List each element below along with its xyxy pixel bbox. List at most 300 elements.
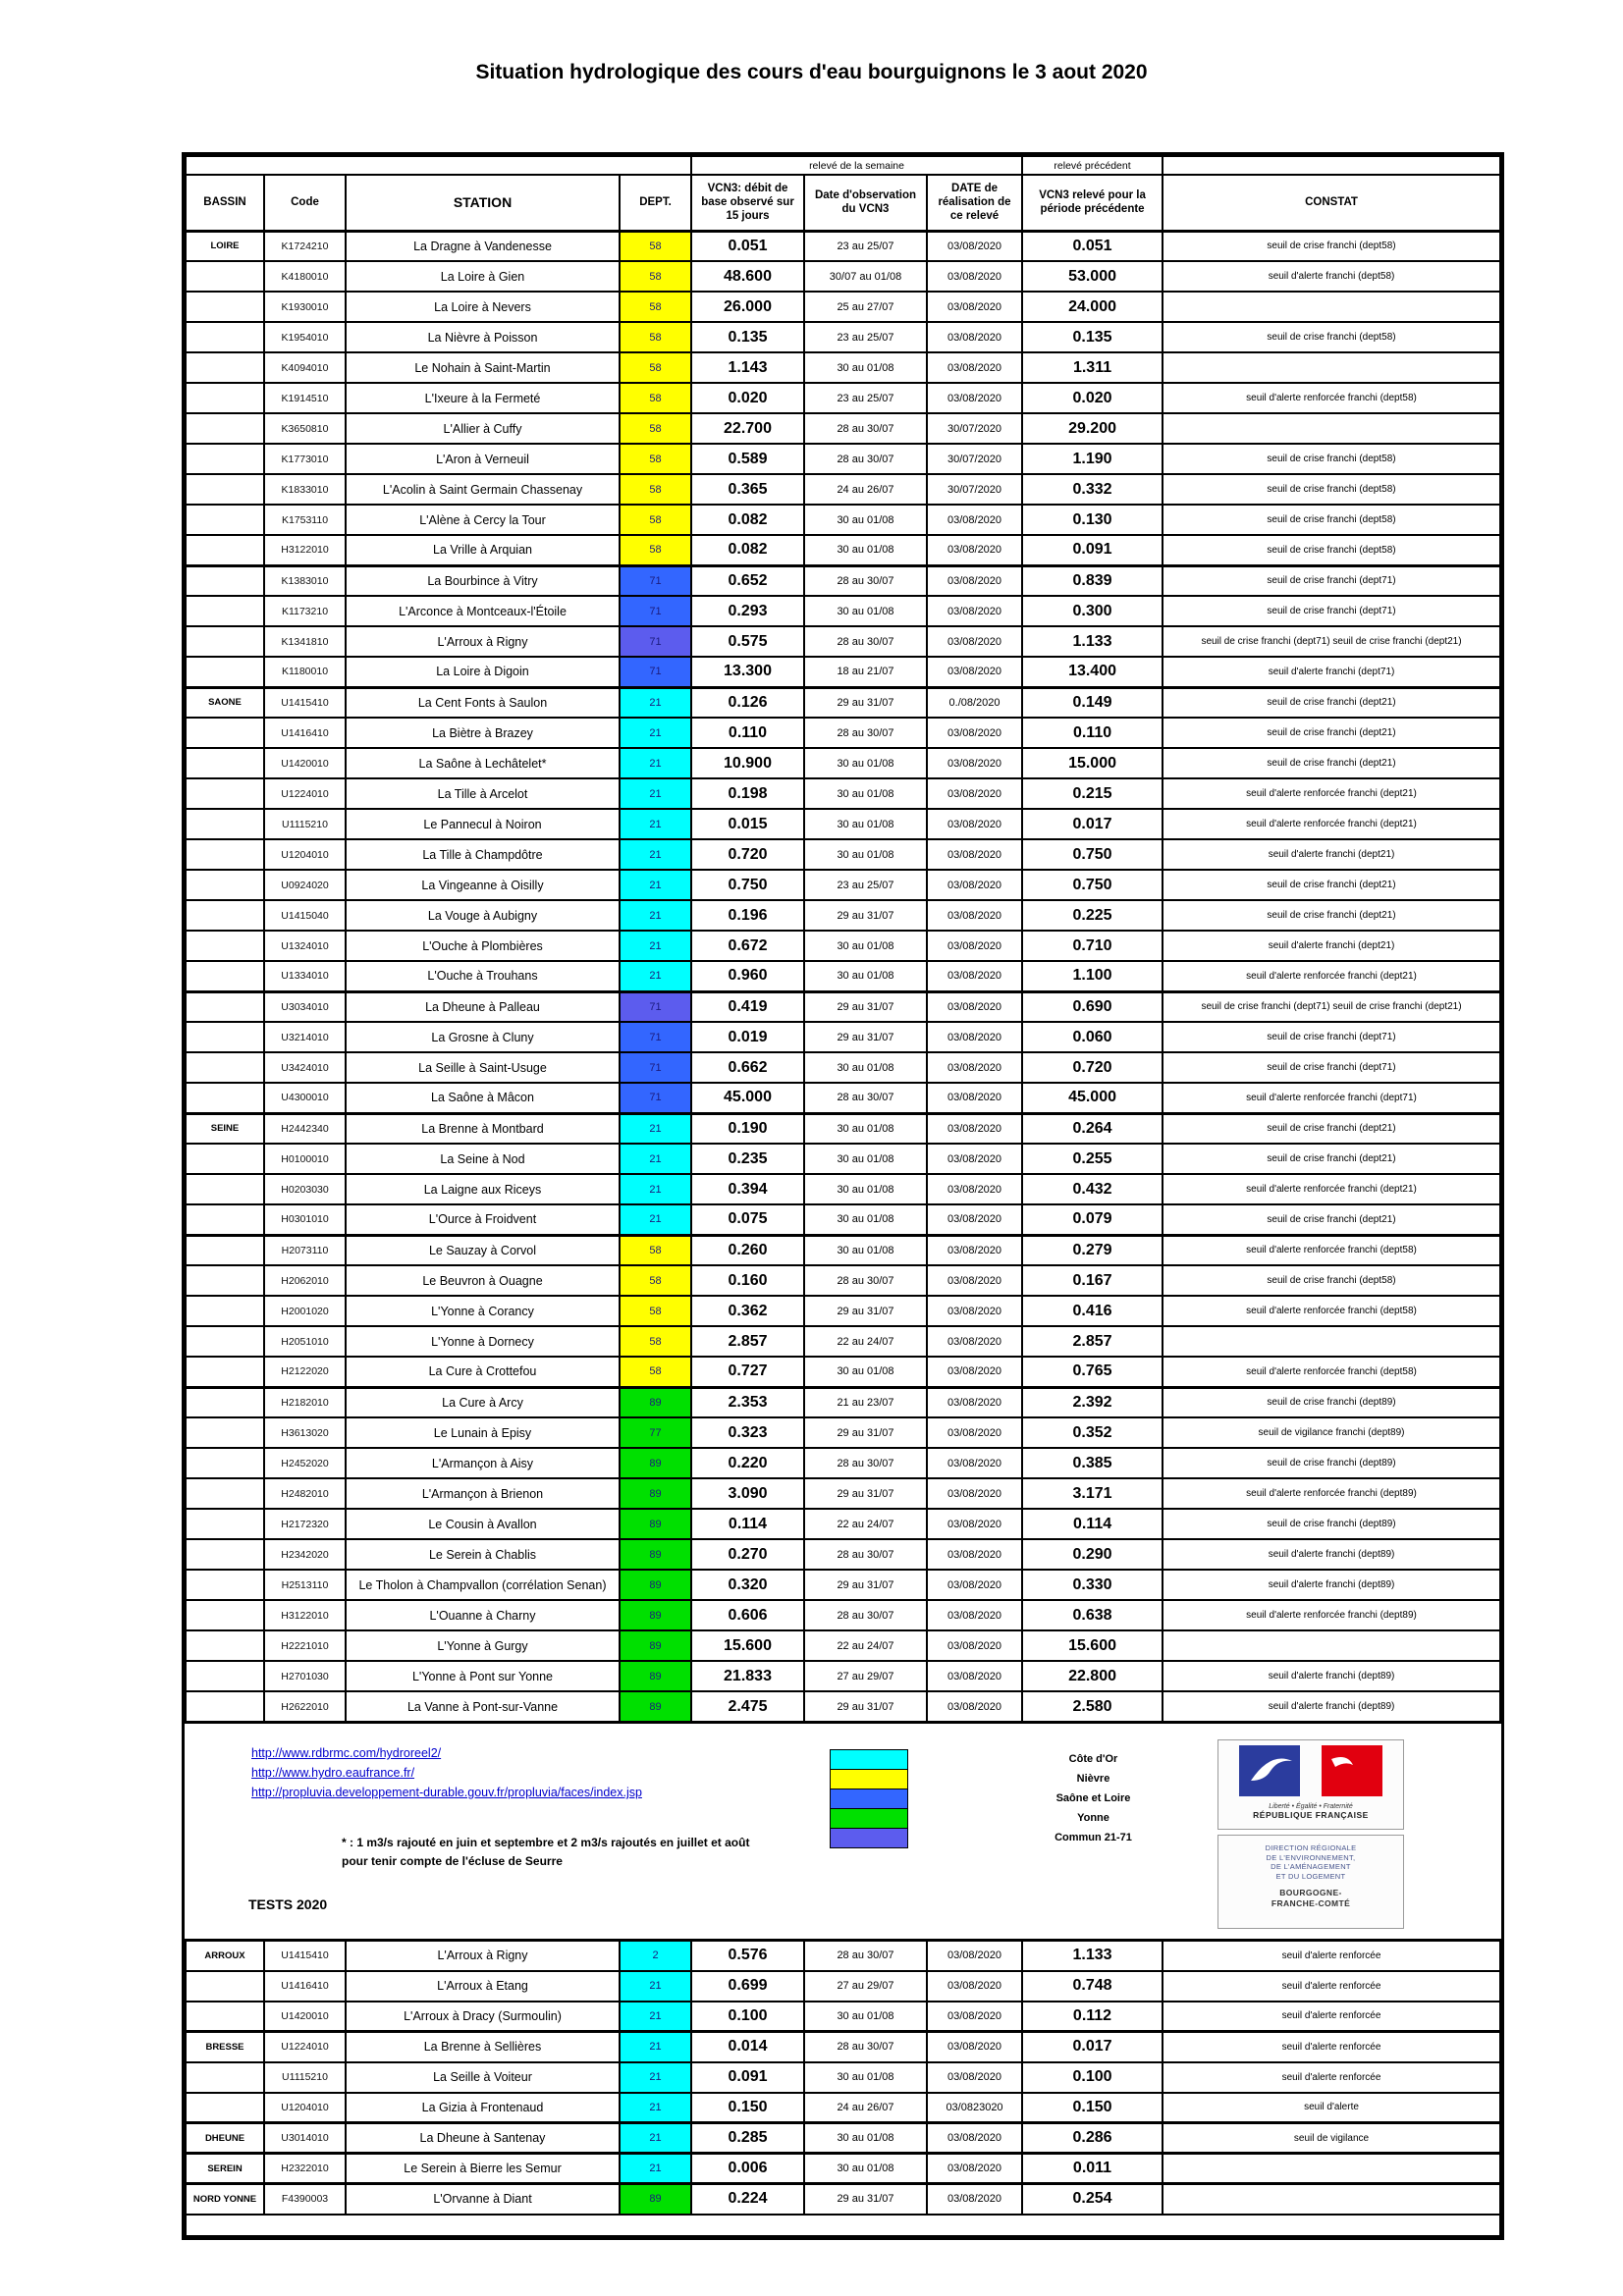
constat-cell: seuil de crise franchi (dept71) (1163, 1022, 1500, 1052)
station-cell: La Seine à Nod (346, 1144, 620, 1174)
table-row (186, 1448, 1500, 1478)
bassin-cell (186, 1357, 264, 1387)
logo-republic: RÉPUBLIQUE FRANÇAISE (1253, 1810, 1369, 1820)
station-cell: La Brenne à Sellières (346, 2032, 620, 2062)
constat-cell: seuil d'alerte renforcée franchi (dept58) (1163, 383, 1500, 413)
vcn3-cell: 0.014 (691, 2032, 804, 2062)
dept-cell: 21 (620, 687, 691, 718)
code-cell: U1324010 (264, 931, 346, 961)
band-week-label: relevé de la semaine (691, 156, 1022, 175)
date-obs-cell: 27 au 29/07 (804, 1971, 927, 2002)
dept-cell: 21 (620, 870, 691, 900)
constat-cell: seuil de crise franchi (dept58) (1163, 231, 1500, 261)
station-cell: L'Arroux à Dracy (Surmoulin) (346, 2002, 620, 2032)
code-cell: U1415410 (264, 1941, 346, 1971)
vcn3-cell: 0.270 (691, 1539, 804, 1570)
col-date-rel: DATE de réalisation de ce relevé (927, 175, 1022, 231)
date-obs-cell: 28 au 30/07 (804, 1539, 927, 1570)
vcn3-prev-cell: 0.264 (1022, 1113, 1163, 1144)
date-obs-cell: 30 au 01/08 (804, 2062, 927, 2093)
vcn3-cell: 0.091 (691, 2062, 804, 2093)
date-obs-cell: 30 au 01/08 (804, 535, 927, 565)
table-row (186, 505, 1500, 535)
footnote (342, 1834, 749, 1871)
table-row (186, 231, 1500, 261)
date-obs-cell: 29 au 31/07 (804, 991, 927, 1022)
date-obs-cell: 30 au 01/08 (804, 961, 927, 991)
vcn3-prev-cell: 0.091 (1022, 535, 1163, 565)
date-obs-cell: 21 au 23/07 (804, 1387, 927, 1417)
vcn3-prev-cell: 0.750 (1022, 870, 1163, 900)
col-constat: CONSTAT (1163, 175, 1500, 231)
bassin-cell (186, 1691, 264, 1722)
date-rel-cell: 03/08/2020 (927, 870, 1022, 900)
code-cell: H2001020 (264, 1296, 346, 1326)
station-cell: La Loire à Digoin (346, 657, 620, 687)
date-rel-cell: 03/08/2020 (927, 322, 1022, 352)
station-cell: Le Nohain à Saint-Martin (346, 352, 620, 383)
date-rel-cell: 03/08/2020 (927, 1174, 1022, 1204)
table-row (186, 474, 1500, 505)
code-cell: U3034010 (264, 991, 346, 1022)
vcn3-prev-cell: 1.311 (1022, 352, 1163, 383)
bassin-cell (186, 1448, 264, 1478)
constat-cell: seuil de crise franchi (dept58) (1163, 1265, 1500, 1296)
vcn3-cell: 0.672 (691, 931, 804, 961)
vcn3-cell: 48.600 (691, 261, 804, 292)
bassin-cell (186, 1022, 264, 1052)
date-rel-cell: 03/08/2020 (927, 1417, 1022, 1448)
dreal-region-line-1: BOURGOGNE- (1279, 1888, 1342, 1897)
bassin-cell: BRESSE (186, 2032, 264, 2062)
date-obs-cell: 30 au 01/08 (804, 2123, 927, 2154)
vcn3-cell: 0.160 (691, 1265, 804, 1296)
date-obs-cell: 30 au 01/08 (804, 505, 927, 535)
vcn3-prev-cell: 0.330 (1022, 1570, 1163, 1600)
bassin-cell (186, 1144, 264, 1174)
station-cell: Le Pannecul à Noiron (346, 809, 620, 839)
code-cell: H2073110 (264, 1235, 346, 1265)
link-propluvia[interactable]: http://propluvia.developpement-durable.gouv.fr/propluvia/faces/index.jsp (251, 1786, 642, 1799)
bassin-cell (186, 2062, 264, 2093)
vcn3-prev-cell: 0.011 (1022, 2154, 1163, 2184)
bassin-cell (186, 1661, 264, 1691)
band-empty-left (186, 156, 691, 175)
dept-cell: 58 (620, 1357, 691, 1387)
vcn3-prev-cell: 0.017 (1022, 2032, 1163, 2062)
constat-cell: seuil de crise franchi (dept58) (1163, 444, 1500, 474)
date-rel-cell: 03/08/2020 (927, 1265, 1022, 1296)
date-rel-cell: 03/08/2020 (927, 1539, 1022, 1570)
date-obs-cell: 30 au 01/08 (804, 596, 927, 626)
dept-cell: 58 (620, 231, 691, 261)
dept-cell: 71 (620, 596, 691, 626)
vcn3-prev-cell: 0.254 (1022, 2184, 1163, 2215)
page-title: Situation hydrologique des cours d'eau bourguignons le 3 aout 2020 (475, 61, 1148, 83)
date-obs-cell: 23 au 25/07 (804, 383, 927, 413)
station-cell: Le Cousin à Avallon (346, 1509, 620, 1539)
col-bassin: BASSIN (186, 175, 264, 231)
table-row (186, 2184, 1500, 2215)
table-row (186, 261, 1500, 292)
bassin-cell: LOIRE (186, 231, 264, 261)
date-obs-cell: 29 au 31/07 (804, 1417, 927, 1448)
dept-cell: 58 (620, 1296, 691, 1326)
station-cell: La Cent Fonts à Saulon (346, 687, 620, 718)
table-row (186, 596, 1500, 626)
date-obs-cell: 29 au 31/07 (804, 1478, 927, 1509)
vcn3-prev-cell: 22.800 (1022, 1661, 1163, 1691)
bassin-cell (186, 596, 264, 626)
vcn3-cell: 0.075 (691, 1204, 804, 1235)
date-rel-cell: 03/08/2020 (927, 2123, 1022, 2154)
dept-cell: 71 (620, 991, 691, 1022)
vcn3-prev-cell: 15.600 (1022, 1630, 1163, 1661)
bassin-cell (186, 1174, 264, 1204)
vcn3-cell: 0.114 (691, 1509, 804, 1539)
station-cell: La Tille à Champdôtre (346, 839, 620, 870)
table-row (186, 748, 1500, 778)
vcn3-prev-cell: 0.765 (1022, 1357, 1163, 1387)
station-cell: L'Arroux à Rigny (346, 1941, 620, 1971)
code-cell: K4094010 (264, 352, 346, 383)
date-obs-cell: 28 au 30/07 (804, 1448, 927, 1478)
dept-cell: 21 (620, 1113, 691, 1144)
vcn3-prev-cell: 2.857 (1022, 1326, 1163, 1357)
bassin-cell (186, 505, 264, 535)
code-cell: H0203030 (264, 1174, 346, 1204)
bassin-cell (186, 535, 264, 565)
date-rel-cell: 03/08/2020 (927, 2154, 1022, 2184)
bassin-cell (186, 261, 264, 292)
table-row (186, 839, 1500, 870)
station-cell: L'Aron à Verneuil (346, 444, 620, 474)
bassin-cell (186, 1265, 264, 1296)
dept-cell: 89 (620, 1478, 691, 1509)
code-cell: H2342020 (264, 1539, 346, 1570)
dreal-line-3: DE L'AMÉNAGEMENT (1271, 1862, 1351, 1871)
date-rel-cell: 03/08/2020 (927, 231, 1022, 261)
constat-cell: seuil d'alerte franchi (dept89) (1163, 1539, 1500, 1570)
table-row (186, 870, 1500, 900)
vcn3-prev-cell: 53.000 (1022, 261, 1163, 292)
constat-cell: seuil d'alerte renforcée (1163, 2002, 1500, 2032)
station-cell: La Seille à Saint-Usuge (346, 1052, 620, 1083)
constat-cell: seuil de crise franchi (dept21) (1163, 718, 1500, 748)
bassin-cell (186, 931, 264, 961)
code-cell: U1204010 (264, 839, 346, 870)
station-cell: La Vingeanne à Oisilly (346, 870, 620, 900)
code-cell: H0301010 (264, 1204, 346, 1235)
code-cell: K1954010 (264, 322, 346, 352)
constat-cell: seuil de crise franchi (dept21) (1163, 900, 1500, 931)
code-cell: U4300010 (264, 1083, 346, 1113)
date-obs-cell: 30 au 01/08 (804, 1144, 927, 1174)
code-cell: U3424010 (264, 1052, 346, 1083)
date-obs-cell: 29 au 31/07 (804, 1691, 927, 1722)
bassin-cell (186, 718, 264, 748)
dreal-logo (1217, 1835, 1404, 1929)
date-obs-cell: 29 au 31/07 (804, 1570, 927, 1600)
vcn3-prev-cell: 1.190 (1022, 444, 1163, 474)
code-cell: U1115210 (264, 809, 346, 839)
dept-cell: 58 (620, 383, 691, 413)
table-row (186, 444, 1500, 474)
dept-cell: 58 (620, 322, 691, 352)
bassin-cell (186, 900, 264, 931)
bassin-cell (186, 1971, 264, 2002)
date-obs-cell: 18 au 21/07 (804, 657, 927, 687)
station-cell: L'Ouche à Trouhans (346, 961, 620, 991)
constat-cell: seuil d'alerte franchi (dept21) (1163, 839, 1500, 870)
table-row (186, 778, 1500, 809)
table-row (186, 991, 1500, 1022)
vcn3-prev-cell: 0.060 (1022, 1022, 1163, 1052)
code-cell: U1334010 (264, 961, 346, 991)
bassin-cell: DHEUNE (186, 2123, 264, 2154)
date-rel-cell: 03/08/2020 (927, 1509, 1022, 1539)
table-row (186, 1509, 1500, 1539)
constat-cell: seuil de crise franchi (dept71) (1163, 1052, 1500, 1083)
dept-cell: 58 (620, 261, 691, 292)
constat-cell: seuil d'alerte franchi (dept89) (1163, 1661, 1500, 1691)
bassin-cell (186, 444, 264, 474)
dept-cell: 71 (620, 657, 691, 687)
dept-cell: 58 (620, 444, 691, 474)
code-cell: U1420010 (264, 2002, 346, 2032)
station-cell: La Nièvre à Poisson (346, 322, 620, 352)
bassin-cell (186, 1417, 264, 1448)
dept-cell: 21 (620, 900, 691, 931)
vcn3-cell: 0.575 (691, 626, 804, 657)
code-cell: U1224010 (264, 2032, 346, 2062)
bassin-cell: NORD YONNE (186, 2184, 264, 2215)
station-cell: L'Acolin à Saint Germain Chassenay (346, 474, 620, 505)
code-cell: K1914510 (264, 383, 346, 413)
col-vcn3: VCN3: débit de base observé sur 15 jours (691, 175, 804, 231)
vcn3-prev-cell: 1.133 (1022, 626, 1163, 657)
constat-cell: seuil d'alerte renforcée (1163, 2032, 1500, 2062)
dept-cell: 58 (620, 474, 691, 505)
footnote-line-1: * : 1 m3/s rajouté en juin et septembre et 2 m3/s rajoutés en juillet et août (342, 1836, 750, 1849)
vcn3-cell: 0.365 (691, 474, 804, 505)
station-cell: L'Yonne à Corancy (346, 1296, 620, 1326)
vcn3-prev-cell: 0.748 (1022, 1971, 1163, 2002)
vcn3-cell: 0.006 (691, 2154, 804, 2184)
station-cell: L'Yonne à Gurgy (346, 1630, 620, 1661)
code-cell: H2513110 (264, 1570, 346, 1600)
station-cell: L'Arroux à Etang (346, 1971, 620, 2002)
table-row (186, 1235, 1500, 1265)
vcn3-cell: 0.019 (691, 1022, 804, 1052)
vcn3-cell: 0.589 (691, 444, 804, 474)
table-row (186, 2032, 1500, 2062)
dept-cell: 2 (620, 1941, 691, 1971)
date-obs-cell: 29 au 31/07 (804, 900, 927, 931)
date-obs-cell: 30 au 01/08 (804, 1204, 927, 1235)
station-cell: L'Orvanne à Diant (346, 2184, 620, 2215)
dept-cell: 21 (620, 1144, 691, 1174)
station-cell: L'Armançon à Aisy (346, 1448, 620, 1478)
vcn3-cell: 0.419 (691, 991, 804, 1022)
date-obs-cell: 29 au 31/07 (804, 687, 927, 718)
station-cell: La Bourbince à Vitry (346, 565, 620, 596)
vcn3-cell: 0.606 (691, 1600, 804, 1630)
bassin-cell (186, 1570, 264, 1600)
station-cell: L'Ixeure à la Fermeté (346, 383, 620, 413)
vcn3-prev-cell: 0.150 (1022, 2093, 1163, 2123)
date-rel-cell: 03/08/2020 (927, 1113, 1022, 1144)
dept-cell: 21 (620, 718, 691, 748)
vcn3-cell: 0.720 (691, 839, 804, 870)
table-row (186, 1691, 1500, 1722)
date-obs-cell: 30 au 01/08 (804, 778, 927, 809)
code-cell: K1930010 (264, 292, 346, 322)
date-obs-cell: 28 au 30/07 (804, 413, 927, 444)
date-rel-cell: 03/08/2020 (927, 2062, 1022, 2093)
table-row (186, 1326, 1500, 1357)
station-cell: La Seille à Voiteur (346, 2062, 620, 2093)
station-cell: La Grosne à Cluny (346, 1022, 620, 1052)
date-obs-cell: 28 au 30/07 (804, 444, 927, 474)
date-rel-cell: 03/0823020 (927, 2093, 1022, 2123)
footnote-line-2: pour tenir compte de l'écluse de Seurre (342, 1854, 563, 1868)
table-row (186, 900, 1500, 931)
station-cell: Le Lunain à Episy (346, 1417, 620, 1448)
bassin-cell: SAONE (186, 687, 264, 718)
vcn3-prev-cell: 15.000 (1022, 748, 1163, 778)
table-row (186, 1600, 1500, 1630)
bassin-cell (186, 1509, 264, 1539)
bassin-cell (186, 1478, 264, 1509)
date-obs-cell: 24 au 26/07 (804, 2093, 927, 2123)
dept-cell: 58 (620, 352, 691, 383)
tests-table-footer (186, 2215, 1500, 2236)
dept-cell: 71 (620, 626, 691, 657)
date-obs-cell: 25 au 27/07 (804, 292, 927, 322)
link-hydroreel[interactable]: http://www.rdbrmc.com/hydroreel2/ (251, 1746, 442, 1760)
constat-cell: seuil d'alerte franchi (dept89) (1163, 1570, 1500, 1600)
vcn3-prev-cell: 0.149 (1022, 687, 1163, 718)
link-hydro-eaufrance[interactable]: http://www.hydro.eaufrance.fr/ (251, 1766, 415, 1780)
vcn3-prev-cell: 0.750 (1022, 839, 1163, 870)
vcn3-prev-cell: 24.000 (1022, 292, 1163, 322)
vcn3-cell: 0.260 (691, 1235, 804, 1265)
date-rel-cell: 03/08/2020 (927, 718, 1022, 748)
station-cell: La Dheune à Palleau (346, 991, 620, 1022)
table-row (186, 565, 1500, 596)
dept-cell: 58 (620, 505, 691, 535)
vcn3-prev-cell: 0.110 (1022, 718, 1163, 748)
vcn3-cell: 0.082 (691, 535, 804, 565)
date-rel-cell: 03/08/2020 (927, 991, 1022, 1022)
bassin-cell: ARROUX (186, 1941, 264, 1971)
date-rel-cell: 03/08/2020 (927, 2184, 1022, 2215)
dept-cell: 89 (620, 1539, 691, 1570)
constat-cell: seuil de vigilance (1163, 2123, 1500, 2154)
constat-cell: seuil de crise franchi (dept21) (1163, 1144, 1500, 1174)
constat-cell: seuil de crise franchi (dept21) (1163, 687, 1500, 718)
bassin-cell (186, 413, 264, 444)
vcn3-prev-cell: 0.416 (1022, 1296, 1163, 1326)
vcn3-cell: 21.833 (691, 1661, 804, 1691)
vcn3-prev-cell: 0.079 (1022, 1204, 1163, 1235)
vcn3-prev-cell: 2.392 (1022, 1387, 1163, 1417)
dept-cell: 21 (620, 778, 691, 809)
bassin-cell (186, 565, 264, 596)
legend-swatch-yellow (830, 1770, 908, 1789)
code-cell: K1341810 (264, 626, 346, 657)
constat-cell: seuil de crise franchi (dept21) (1163, 1113, 1500, 1144)
code-cell: U1115210 (264, 2062, 346, 2093)
dept-cell: 58 (620, 1235, 691, 1265)
bassin-cell (186, 2002, 264, 2032)
constat-cell: seuil d'alerte renforcée franchi (dept89) (1163, 1478, 1500, 1509)
station-cell: La Loire à Nevers (346, 292, 620, 322)
vcn3-cell: 0.198 (691, 778, 804, 809)
tests-table-body (186, 1941, 1500, 2215)
date-obs-cell: 22 au 24/07 (804, 1630, 927, 1661)
dept-cell: 21 (620, 2032, 691, 2062)
date-obs-cell: 28 au 30/07 (804, 565, 927, 596)
date-obs-cell: 22 au 24/07 (804, 1509, 927, 1539)
column-header-row (186, 175, 1500, 231)
logo-block (1217, 1739, 1404, 1929)
code-cell: K1724210 (264, 231, 346, 261)
vcn3-cell: 10.900 (691, 748, 804, 778)
vcn3-cell: 26.000 (691, 292, 804, 322)
date-rel-cell: 03/08/2020 (927, 1235, 1022, 1265)
station-cell: Le Sauzay à Corvol (346, 1235, 620, 1265)
date-rel-cell: 03/08/2020 (927, 961, 1022, 991)
date-rel-cell: 03/08/2020 (927, 1971, 1022, 2002)
col-station: STATION (346, 175, 620, 231)
vcn3-prev-cell: 0.167 (1022, 1265, 1163, 1296)
date-obs-cell: 30 au 01/08 (804, 1113, 927, 1144)
table-row (186, 1417, 1500, 1448)
constat-cell: seuil de crise franchi (dept89) (1163, 1509, 1500, 1539)
code-cell: K1773010 (264, 444, 346, 474)
code-cell: H2452020 (264, 1448, 346, 1478)
dept-cell: 71 (620, 1083, 691, 1113)
vcn3-cell: 0.220 (691, 1448, 804, 1478)
vcn3-cell: 0.320 (691, 1570, 804, 1600)
code-cell: H2221010 (264, 1630, 346, 1661)
vcn3-prev-cell: 0.385 (1022, 1448, 1163, 1478)
main-table-body (186, 231, 1500, 1722)
table-row (186, 2093, 1500, 2123)
vcn3-cell: 0.224 (691, 2184, 804, 2215)
legend-label: Nièvre (1076, 1773, 1110, 1785)
code-cell: U1224010 (264, 778, 346, 809)
vcn3-cell: 0.662 (691, 1052, 804, 1083)
bassin-cell (186, 1204, 264, 1235)
code-cell: U3214010 (264, 1022, 346, 1052)
bassin-cell (186, 839, 264, 870)
table-row (186, 809, 1500, 839)
bassin-cell (186, 809, 264, 839)
table-row (186, 1265, 1500, 1296)
dept-cell: 58 (620, 535, 691, 565)
date-obs-cell: 30 au 01/08 (804, 931, 927, 961)
table-row (186, 1052, 1500, 1083)
constat-cell: seuil de crise franchi (dept89) (1163, 1448, 1500, 1478)
vcn3-cell: 0.750 (691, 870, 804, 900)
dept-cell: 21 (620, 2093, 691, 2123)
vcn3-prev-cell: 1.133 (1022, 1941, 1163, 1971)
date-rel-cell: 0./08/2020 (927, 687, 1022, 718)
table-row (186, 2002, 1500, 2032)
